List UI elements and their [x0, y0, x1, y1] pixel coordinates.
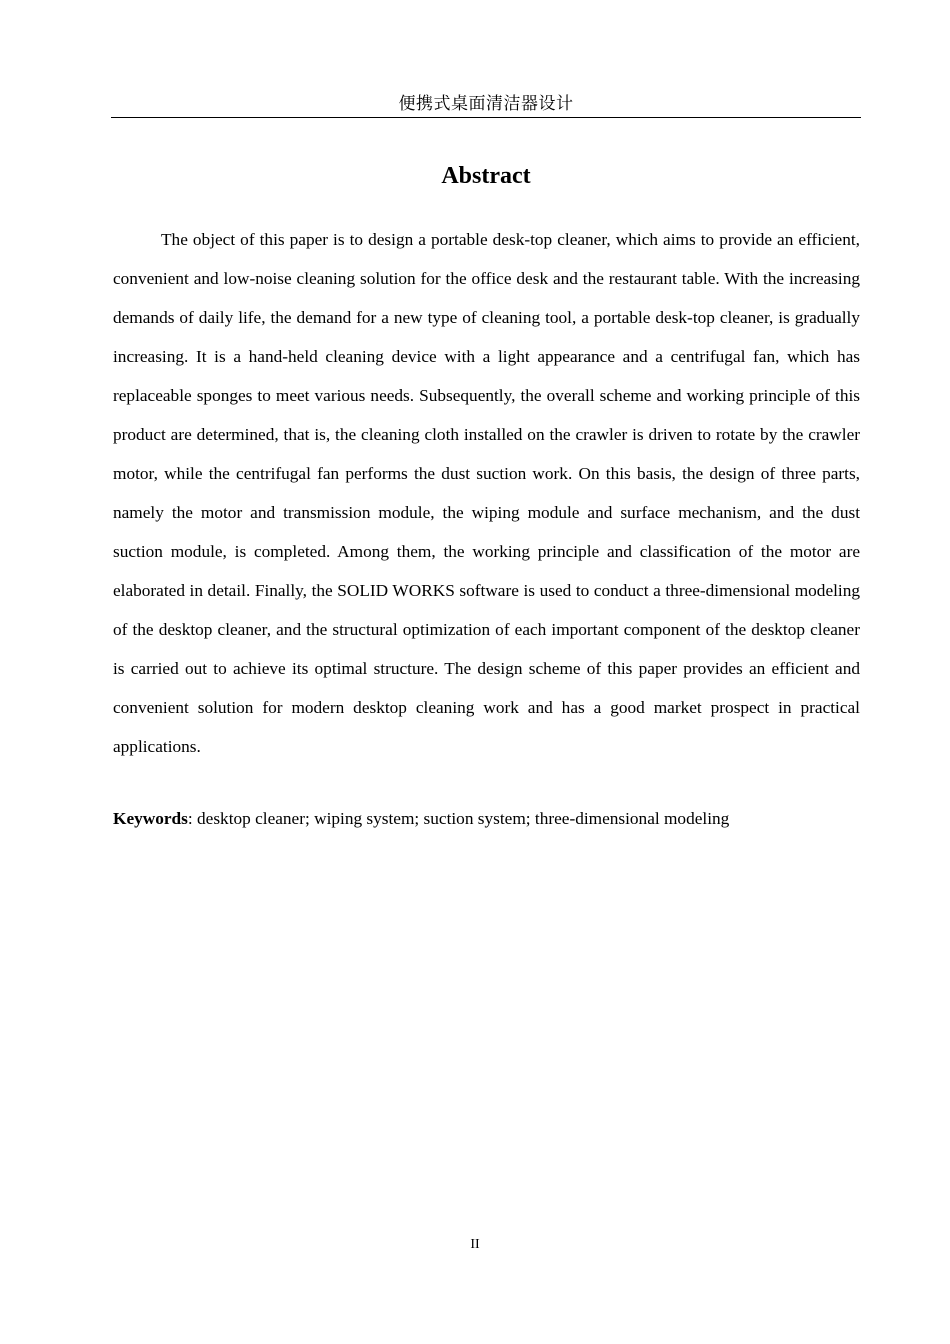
keywords-line: [113, 805, 860, 833]
keywords-label: Keywords: [113, 809, 188, 828]
keywords-text: : desktop cleaner; wiping system; suction system; three-dimensional modeling: [187, 809, 730, 828]
abstract-title: Abstract: [441, 163, 531, 189]
header-rule: [111, 117, 861, 118]
abstract-body: The object of this paper is to design a portable desk-top cleaner, which aims to provide an efficient, convenient and low-noise cleaning solution for the office desk and the restaurant table. With the increasing demands of daily life, the demand for a new type of cleaning tool, a portable desk-top cleaner, is gradually increasing. It is a hand-held cleaning device with a light appearance and a centrifugal fan, which has replaceable sponges to meet various needs. Subsequently, the overall scheme and working principle of this product are determined, that is, the cleaning cloth installed on the crawler is driven to rotate by the crawler motor, while the centrifugal fan performs the dust suction work. On this basis, the design of three parts, namely the motor and transmission module, the wiping module and surface mechanism, and the dust suction module, is completed. Among them, the working principle and classification of the motor are elaborated in detail. Finally, the SOLID WORKS software is used to conduct a three-dimensional modeling of the desktop cleaner, and the structural optimization of each important component of the desktop cleaner is carried out to achieve its optimal structure. The design scheme of this paper provides an efficient and convenient solution for modern desktop cleaning work and has a good market prospect in practical applications.: [113, 230, 860, 756]
page-number: II: [470, 1237, 480, 1252]
running-header: 便携式桌面清洁器设计: [398, 94, 574, 114]
